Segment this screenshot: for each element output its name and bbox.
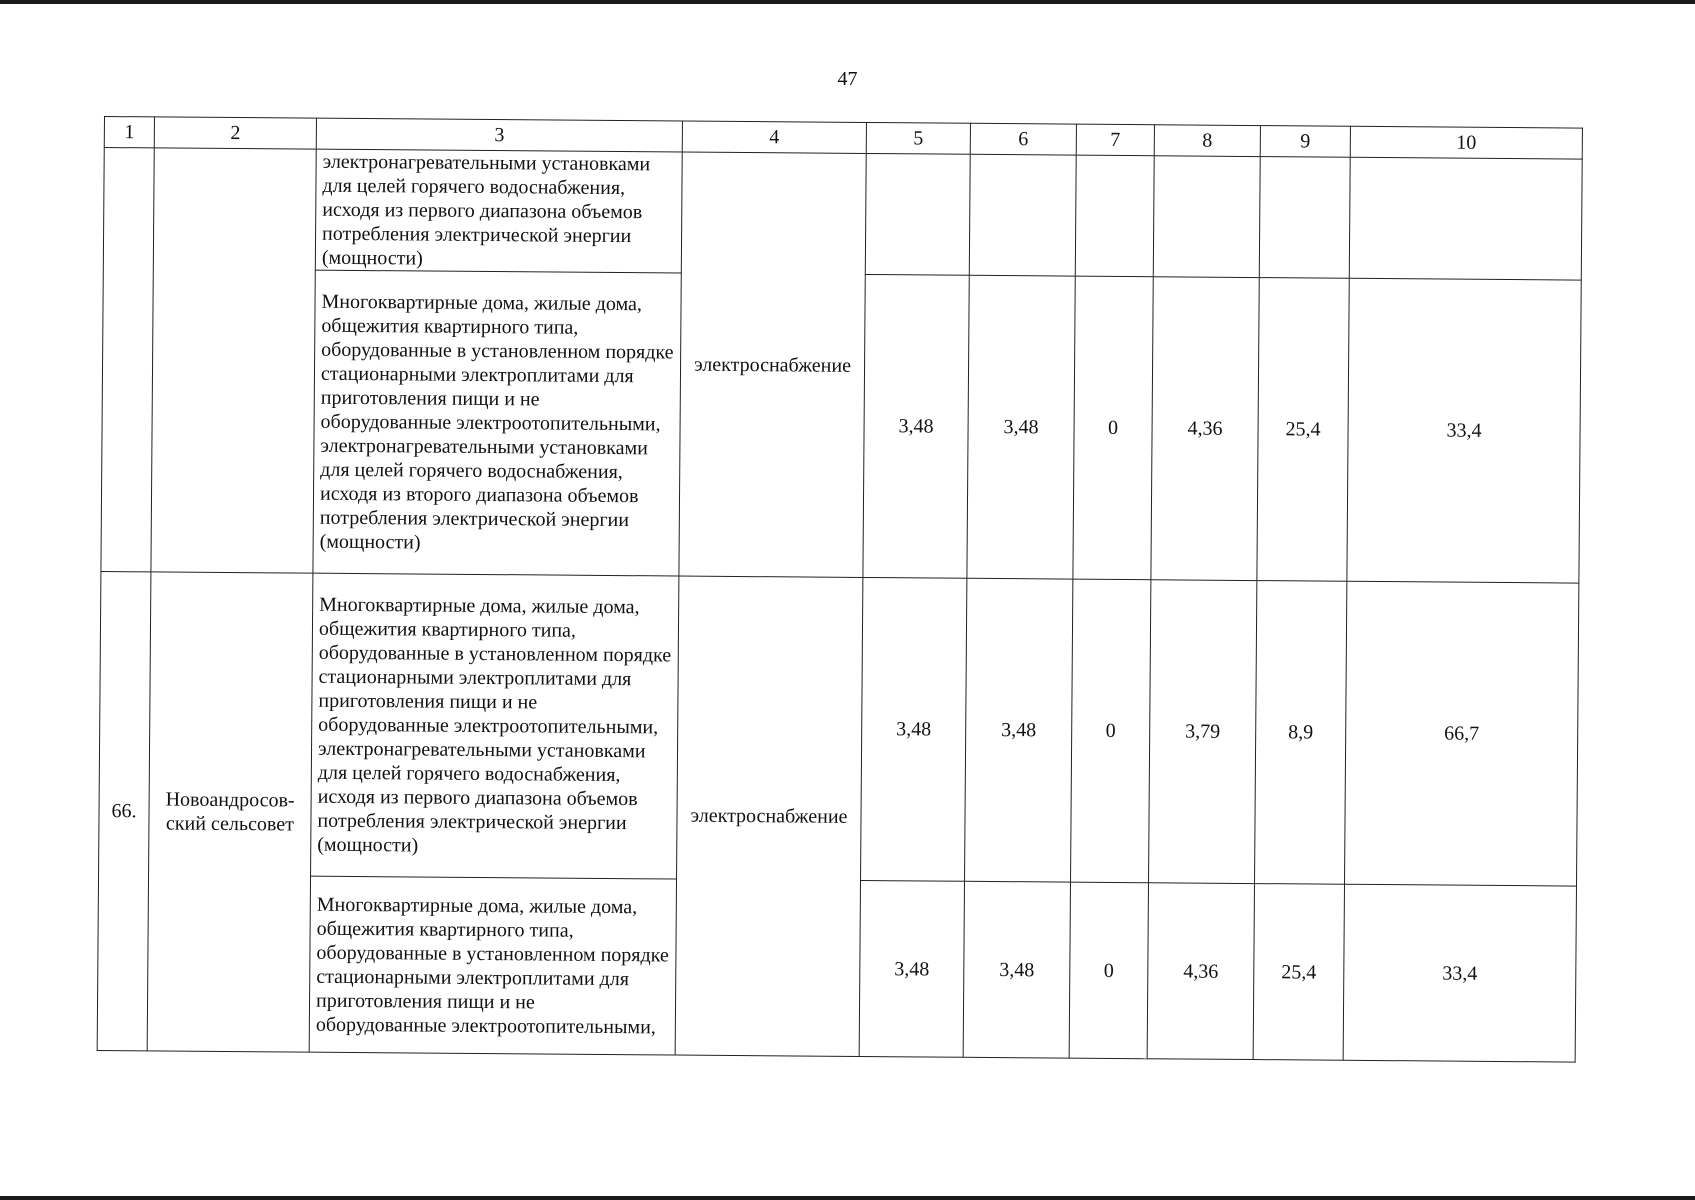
header-col-7: 7 xyxy=(1076,124,1154,156)
value-cell: 0 xyxy=(1069,882,1148,1059)
row-index-cell xyxy=(101,148,154,572)
header-col-8: 8 xyxy=(1154,125,1260,157)
header-col-9: 9 xyxy=(1260,126,1350,158)
value-cell: 3,48 xyxy=(967,275,1075,579)
header-col-6: 6 xyxy=(970,123,1076,155)
value-cell: 0 xyxy=(1071,579,1151,883)
value-cell xyxy=(865,153,970,275)
value-cell: 25,4 xyxy=(1253,884,1344,1061)
value-cell: 3,48 xyxy=(861,577,967,881)
header-col-5: 5 xyxy=(866,122,970,154)
value-cell: 3,48 xyxy=(859,880,964,1057)
value-cell xyxy=(1153,156,1260,278)
value-cell: 3,79 xyxy=(1149,580,1257,884)
value-cell: 66,7 xyxy=(1345,581,1579,886)
page-number: 47 xyxy=(837,68,858,90)
table-row xyxy=(99,571,1579,886)
table-sheet xyxy=(97,116,1582,1063)
description-cell: Многоквартирные дома, жилые дома, общежития квартирного типа, оборудованные в установленном порядке стационарными электроплитами для приготовления пищи и не оборудованные электроотопительными, xyxy=(309,876,676,1055)
row-index-cell: 66. xyxy=(97,571,151,1050)
value-cell: 3,48 xyxy=(963,881,1070,1058)
header-col-3: 3 xyxy=(316,118,682,152)
description-cell: электронагревательными установками для целей горячего водоснабжения, исходя из первого диапазона объемов потребления электрической энергии (мощности) xyxy=(315,149,682,273)
value-cell xyxy=(1075,155,1154,277)
value-cell xyxy=(1259,157,1350,279)
value-cell: 3,48 xyxy=(863,274,969,578)
value-cell: 33,4 xyxy=(1347,278,1581,583)
value-cell: 0 xyxy=(1073,276,1153,580)
value-cell xyxy=(969,154,1076,276)
municipality-cell: Новоандросов-ский сельсовет xyxy=(147,572,313,1052)
table-row xyxy=(103,148,1582,281)
header-col-10: 10 xyxy=(1350,126,1582,159)
description-cell: Многоквартирные дома, жилые дома, общежития квартирного типа, оборудованные в установленном порядке стационарными электроплитами для приготовления пищи и не оборудованные электроотопительными, электронагревательными установками для целей горячего водоснабжения, исходя из второго диапазона объемов потребления электрической энергии (мощности) xyxy=(313,270,681,576)
service-cell: электроснабжение xyxy=(675,576,863,1056)
header-col-2: 2 xyxy=(154,117,316,149)
description-cell: Многоквартирные дома, жилые дома, общежития квартирного типа, оборудованные в установленном порядке стационарными электроплитами для приготовления пищи и не оборудованные электроотопительными, электронагревательными установками для целей горячего водоснабжения, исходя из первого диапазона объемов потребления электрической энергии (мощности) xyxy=(311,573,679,879)
service-cell: электроснабжение xyxy=(679,152,866,577)
value-cell: 8,9 xyxy=(1255,581,1347,885)
value-cell: 25,4 xyxy=(1257,278,1349,582)
value-cell: 4,36 xyxy=(1151,277,1259,581)
header-col-1: 1 xyxy=(104,117,154,148)
header-col-4: 4 xyxy=(682,121,866,153)
value-cell xyxy=(1349,157,1582,280)
value-cell: 3,48 xyxy=(965,578,1073,882)
scan-border-bottom xyxy=(0,1196,1695,1200)
scan-border-top xyxy=(0,0,1695,4)
municipality-cell xyxy=(151,148,316,573)
value-cell: 4,36 xyxy=(1147,883,1254,1060)
value-cell: 33,4 xyxy=(1343,884,1576,1062)
tariff-table xyxy=(97,116,1583,1063)
